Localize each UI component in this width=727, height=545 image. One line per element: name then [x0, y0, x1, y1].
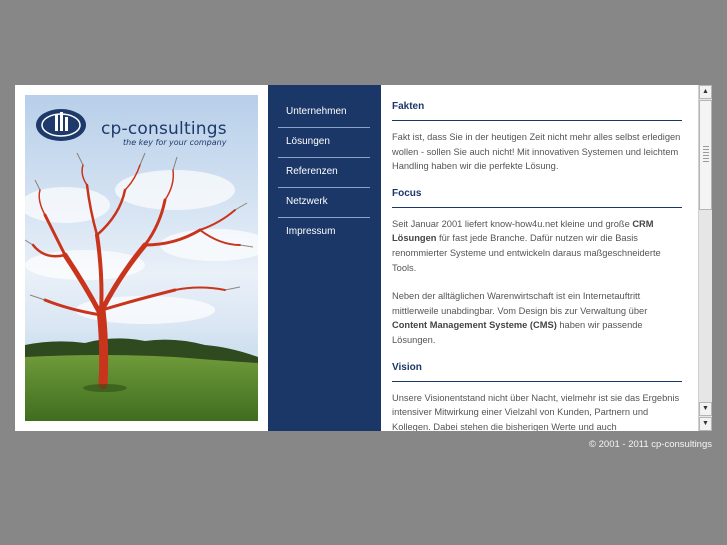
- header-photo-tree: [25, 95, 258, 421]
- logo-tagline: the key for your company: [123, 138, 227, 147]
- content-scrollbar[interactable]: [698, 85, 712, 431]
- logo-text: cp-consultings: [101, 119, 227, 139]
- paragraph-focus-2-rest: haben wir passende Lösungen.: [392, 320, 643, 345]
- scroll-thumb[interactable]: [699, 100, 712, 210]
- scroll-up-button[interactable]: [699, 85, 712, 99]
- paragraph-focus-2-text: Neben der alltäglichen Warenwirtschaft ist ein Internetauftritt mittlerweile unabdingbar. Vom Design bis zur Verwaltung über: [392, 291, 648, 316]
- arrow-down-icon: ▼: [702, 405, 709, 412]
- nav-item-netzwerk[interactable]: Netzwerk: [278, 188, 370, 218]
- nav-item-unternehmen[interactable]: Unternehmen: [278, 98, 370, 128]
- main-navigation: [268, 85, 381, 431]
- scroll-down-button-1[interactable]: [699, 402, 712, 416]
- main-frame: [15, 85, 712, 431]
- section-title-focus: Focus: [392, 188, 682, 208]
- arrow-up-icon: ▲: [702, 88, 709, 95]
- grip-icon: [703, 146, 709, 164]
- paragraph-focus-2: [392, 289, 682, 347]
- footer-copyright: © 2001 - 2011 cp-consultings: [588, 439, 712, 450]
- paragraph-vision: Unsere Visionentstand nicht über Nacht, vielmehr ist sie das Ergebnis intensiver Mitwirkung einer Vielzahl von Kunden, Partnern und Kollegen. Dabei stehen die bisherigen Werte und auch: [392, 392, 680, 431]
- content-area[interactable]: [381, 85, 698, 431]
- section-title-vision: Vision: [392, 362, 682, 382]
- arrow-down-icon: ▼: [702, 420, 709, 427]
- logo[interactable]: [35, 105, 235, 145]
- paragraph-focus-1-rest: für fast jede Branche. Dafür nutzen wir die Basis renommierter Systeme und entwickeln daraus maßgeschneiderte Tools.: [392, 233, 661, 273]
- logo-mark-icon: [35, 107, 87, 143]
- section-title-fakten: Fakten: [392, 101, 682, 121]
- scroll-down-button-2[interactable]: [699, 417, 712, 431]
- nav-item-referenzen[interactable]: Referenzen: [278, 158, 370, 188]
- paragraph-focus-1: [392, 217, 682, 275]
- left-panel: [15, 85, 268, 431]
- highlight-crm: CRM Lösungen: [392, 218, 654, 244]
- paragraph-fakten: Fakt ist, dass Sie in der heutigen Zeit nicht mehr alles selbst erledigen wollen - sollen Sie auch nicht! Mit innovativen Systemen und leichtem Handling haben wir die perfekte Lösung.: [392, 132, 681, 172]
- nav-item-impressum[interactable]: Impressum: [286, 226, 336, 237]
- highlight-cms: Content Management Systeme (CMS): [392, 320, 557, 331]
- paragraph-focus-1-text: Seit Januar 2001 liefert know-how4u.net kleine und große: [392, 218, 633, 229]
- nav-item-loesungen[interactable]: Lösungen: [278, 128, 370, 158]
